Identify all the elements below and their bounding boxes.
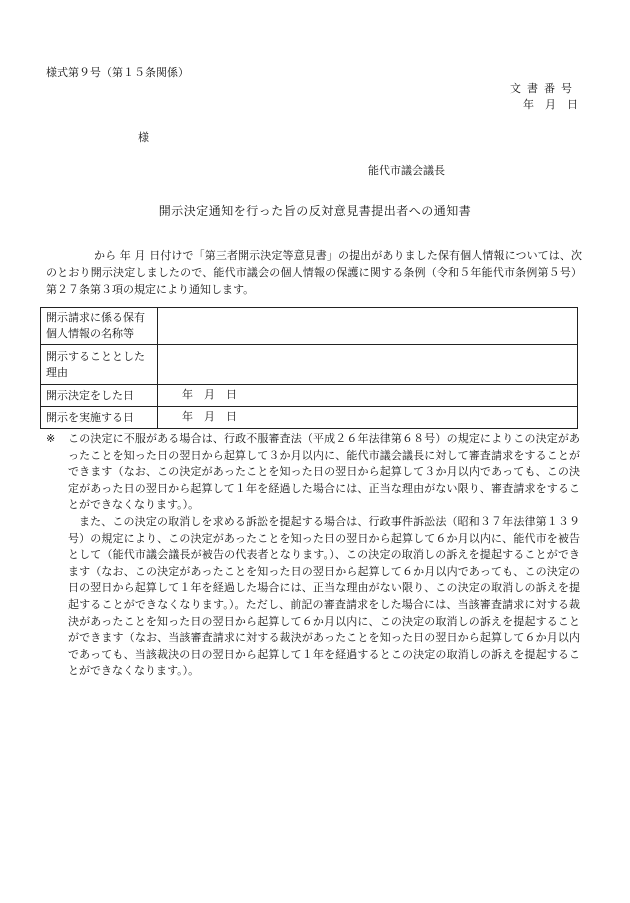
note-appeal (46, 431, 580, 514)
form-number: 様式第９号（第１５条関係） (46, 66, 189, 79)
document-date-label: 年 月 日 (523, 98, 578, 111)
row-label-decision-date: 開示決定をした日 (41, 385, 158, 407)
row-value-info-name (158, 308, 578, 345)
addressee-label: 様 (138, 131, 149, 144)
table-row (41, 345, 578, 385)
body-paragraph: から 年 月 日付けで「第三者開示決定等意見書」の提出がありました保有個人情報については、次のとおり開示決定しましたので、能代市議会の個人情報の保護に関する条例（令和５年能代市条例第５号）第２７条第３項の規定により通知します。 (46, 249, 582, 296)
row-value-implementation-date: 年 月 日 (158, 407, 578, 429)
table-row (41, 308, 578, 345)
note-appeal-text: この決定に不服がある場合は、行政不服審査法（平成２６年法律第６８号）の規定によりこの決定があったことを知った日の翌日から起算して３か月以内に、能代市議会議長に対して審査請求をすることができます（なお、この決定があったことを知った日の翌日から起算して３か月以内であっても、この決定があった日の翌日から起算して１年を経過した場合には、正当な理由がない限り、審査請求をすることができなくなります。）。 (68, 432, 580, 512)
row-label-implementation-date: 開示を実施する日 (41, 407, 158, 429)
row-value-reason (158, 345, 578, 385)
document-number-label: 文書番号 (510, 82, 578, 95)
notes-section (46, 431, 580, 680)
row-label-reason: 開示することとした理由 (41, 345, 158, 385)
note-mark: ※ (46, 432, 56, 445)
row-label-info-name: 開示請求に係る保有個人情報の名称等 (41, 308, 158, 345)
decision-info-table (40, 307, 578, 429)
note-lawsuit: また、この決定の取消しを求める訴訟を提起する場合は、行政事件訴訟法（昭和３７年法律第１３９号）の規定により、この決定があったことを知った日の翌日から起算して６か月以内に、能代市を被告として（能代市議会議長が被告の代表者となります。）、この決定の取消しの訴えを提起することができます（なお、この決定があったことを知った日の翌日から起算して６か月以内であっても、この決定の日の翌日から起算して１年を経過した場合には、正当な理由がない限り、この決定の取消しの訴えを提起することができなくなります。）。ただし、前記の審査請求をした場合には、当該審査請求に対する裁決があったことを知った日の翌日から起算して６か月以内に、この決定の取消しの訴えを提起することができます（なお、当該審査請求に対する裁決があったことを知った日の翌日から起算して６か月以内であっても、当該裁決の日の翌日から起算して１年を経過するとこの決定の取消しの訴えを提起することができなくなります。）。 (68, 514, 580, 678)
table-row (41, 385, 578, 407)
table-row (41, 407, 578, 429)
row-value-decision-date: 年 月 日 (158, 385, 578, 407)
document-title: 開示決定通知を行った旨の反対意見書提出者への通知書 (158, 204, 472, 218)
sender-name: 能代市議会議長 (368, 164, 445, 177)
